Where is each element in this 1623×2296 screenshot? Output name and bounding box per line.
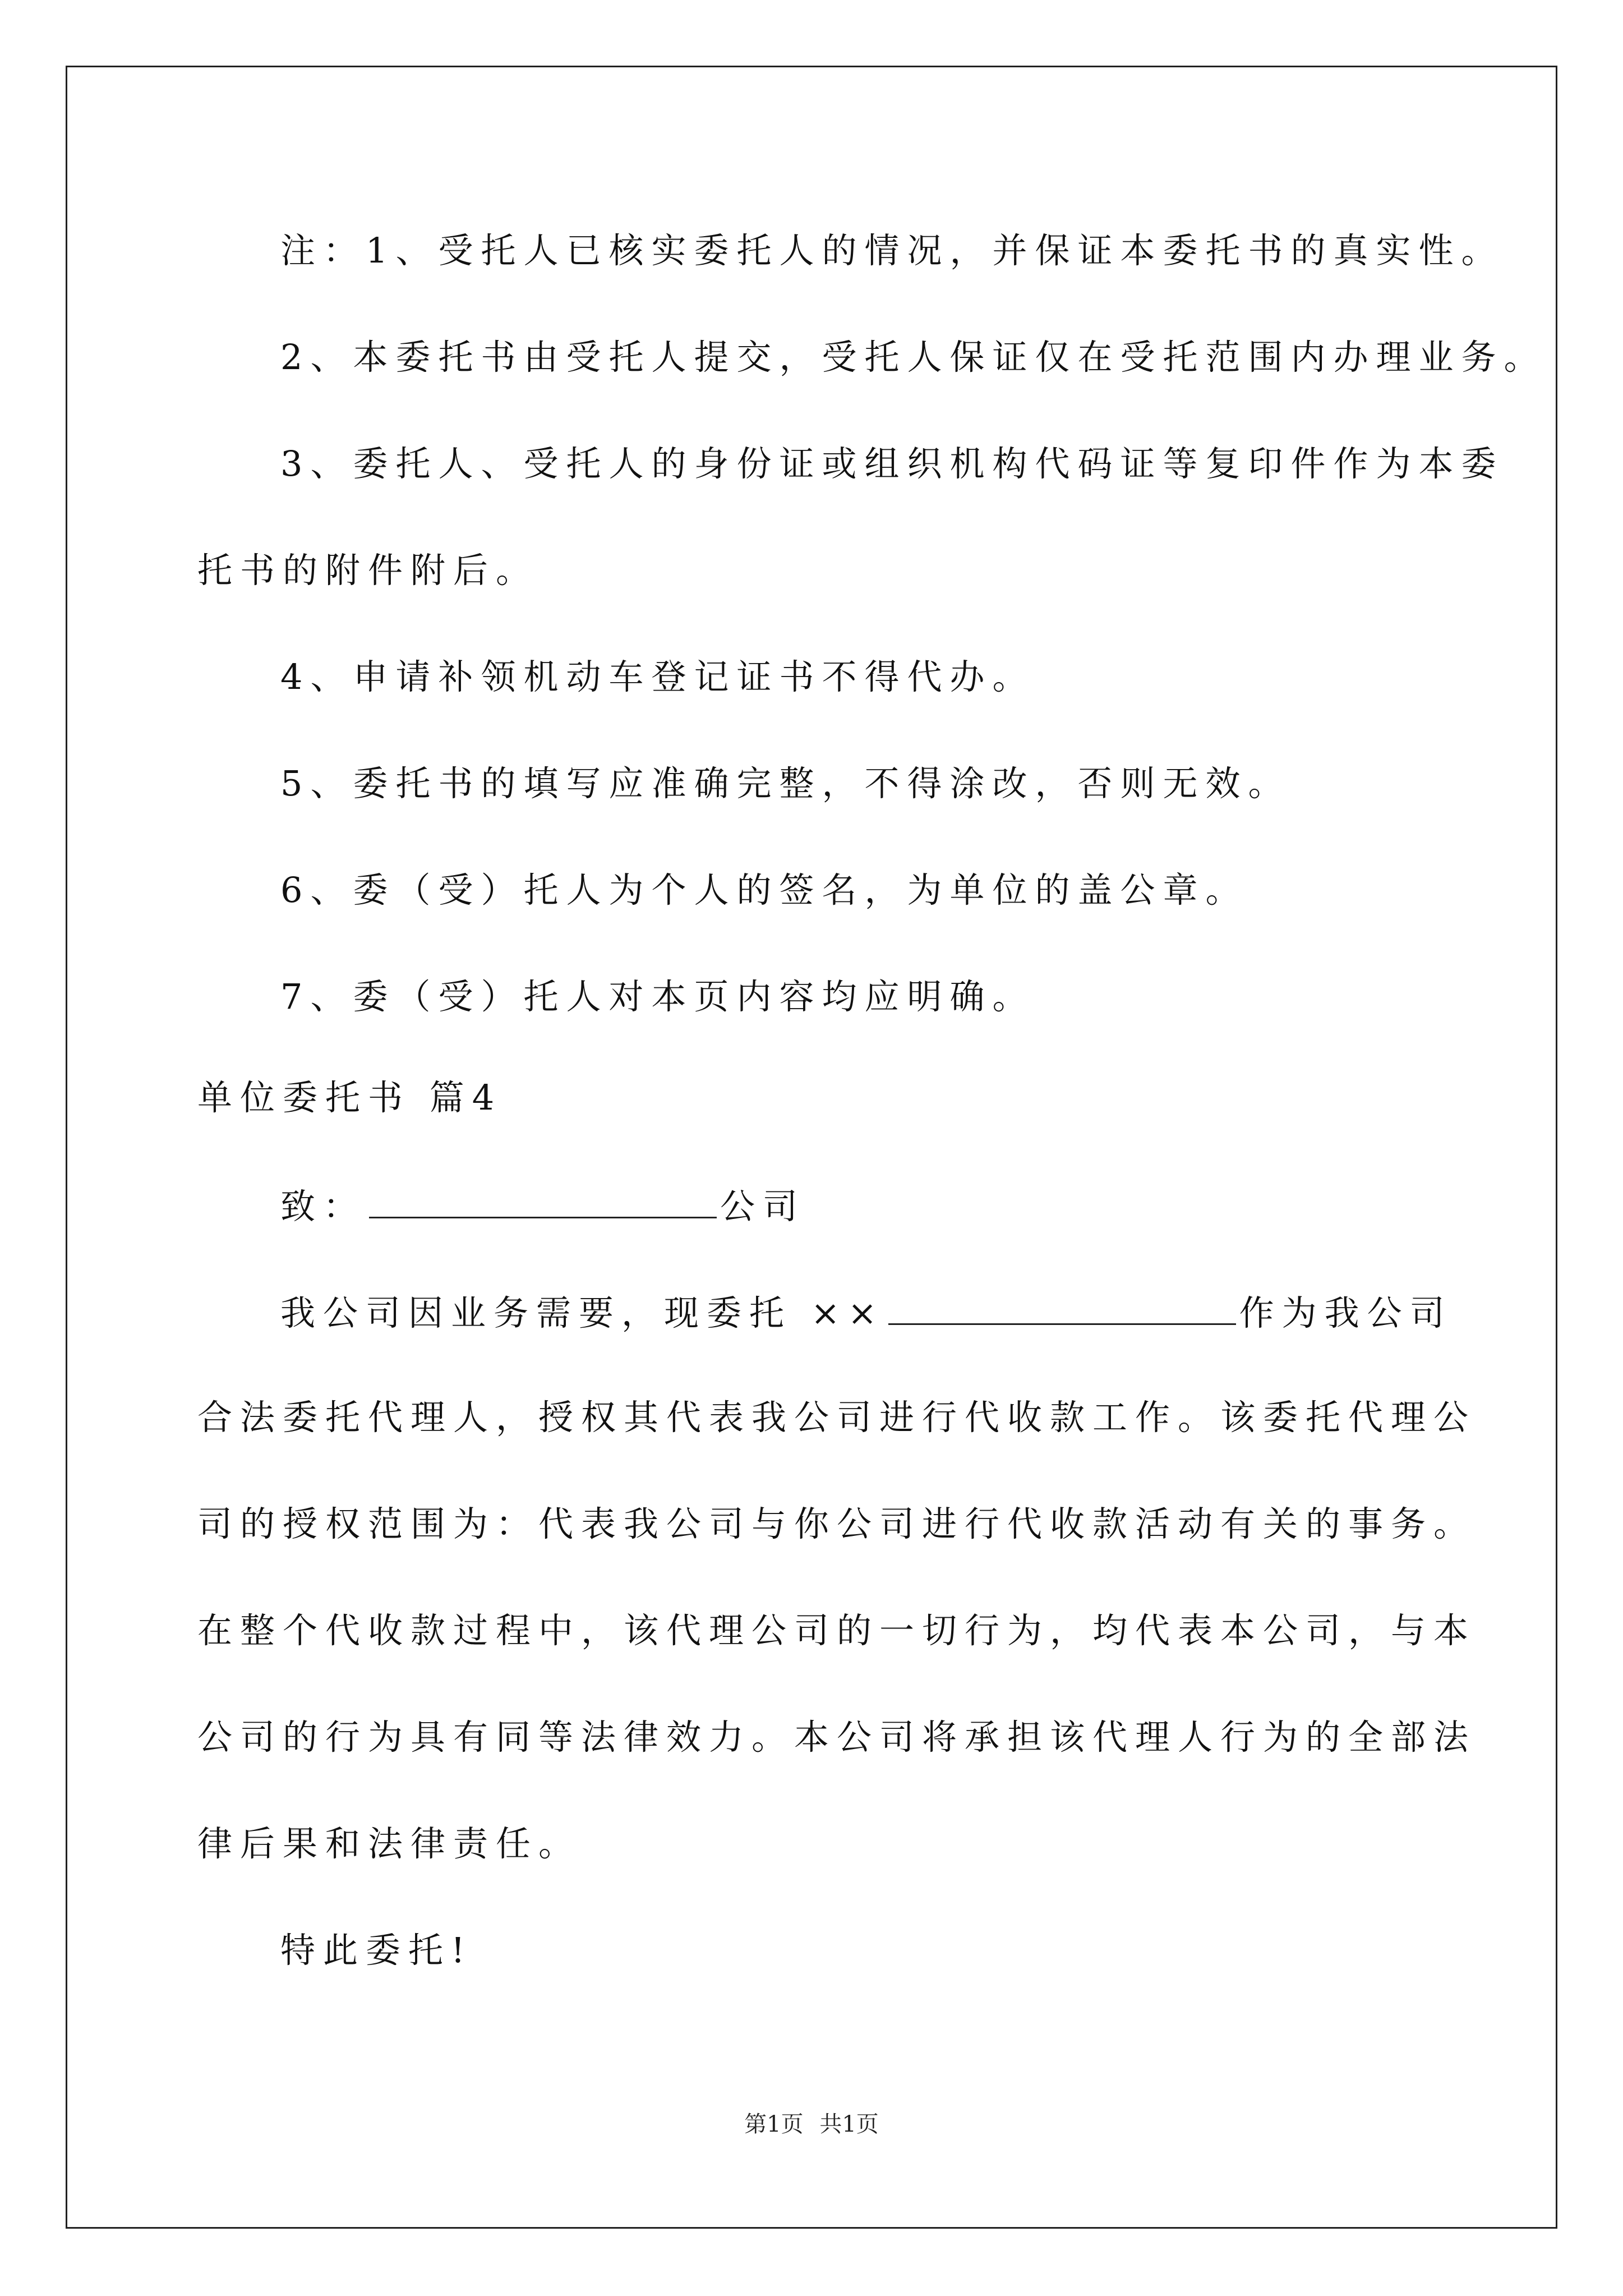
note-line-1: 注：1、受托人已核实委托人的情况，并保证本委托书的真实性。 bbox=[280, 230, 1504, 271]
page-footer bbox=[0, 2110, 1623, 2138]
page-border bbox=[66, 66, 1557, 2229]
body-line-2: 合法委托代理人，授权其代表我公司进行代收款工作。该委托代理公 bbox=[197, 1397, 1477, 1438]
body-line-5: 公司的行为具有同等法律效力。本公司将承担该代理人行为的全部法 bbox=[197, 1717, 1477, 1757]
note-line-4: 4、申请补领机动车登记证书不得代办。 bbox=[280, 656, 1035, 697]
addressee-prefix: 致： bbox=[280, 1186, 366, 1227]
body-line-3: 司的授权范围为：代表我公司与你公司进行代收款活动有关的事务。 bbox=[197, 1503, 1477, 1544]
note-line-6: 6、委（受）托人为个人的签名，为单位的盖公章。 bbox=[280, 869, 1248, 910]
body-line-6: 律后果和法律责任。 bbox=[197, 1823, 582, 1864]
addressee-blank bbox=[369, 1182, 717, 1218]
body-first-line bbox=[280, 1289, 1453, 1336]
agent-name-blank bbox=[888, 1289, 1236, 1325]
note-line-7: 7、委（受）托人对本页内容均应明确。 bbox=[280, 976, 1035, 1017]
addressee-suffix: 公司 bbox=[720, 1186, 806, 1227]
body-first-suffix: 作为我公司 bbox=[1239, 1292, 1453, 1333]
page-number: 第1页 bbox=[744, 2111, 804, 2137]
note-line-3: 3、委托人、受托人的身份证或组织机构代码证等复印件作为本委 bbox=[280, 443, 1504, 484]
note-line-2: 2、本委托书由受托人提交，受托人保证仅在受托范围内办理业务。 bbox=[280, 337, 1547, 378]
addressee-line bbox=[280, 1182, 805, 1229]
page-total: 共1页 bbox=[819, 2111, 879, 2137]
section-title: 单位委托书 篇4 bbox=[197, 1077, 502, 1118]
body-line-4: 在整个代收款过程中，该代理公司的一切行为，均代表本公司，与本 bbox=[197, 1610, 1477, 1651]
body-first-prefix: 我公司因业务需要，现委托 ×× bbox=[280, 1292, 885, 1333]
note-line-3-continued: 托书的附件附后。 bbox=[197, 550, 539, 591]
note-line-5: 5、委托书的填写应准确完整，不得涂改，否则无效。 bbox=[280, 763, 1291, 804]
closing-line: 特此委托! bbox=[280, 1930, 473, 1971]
